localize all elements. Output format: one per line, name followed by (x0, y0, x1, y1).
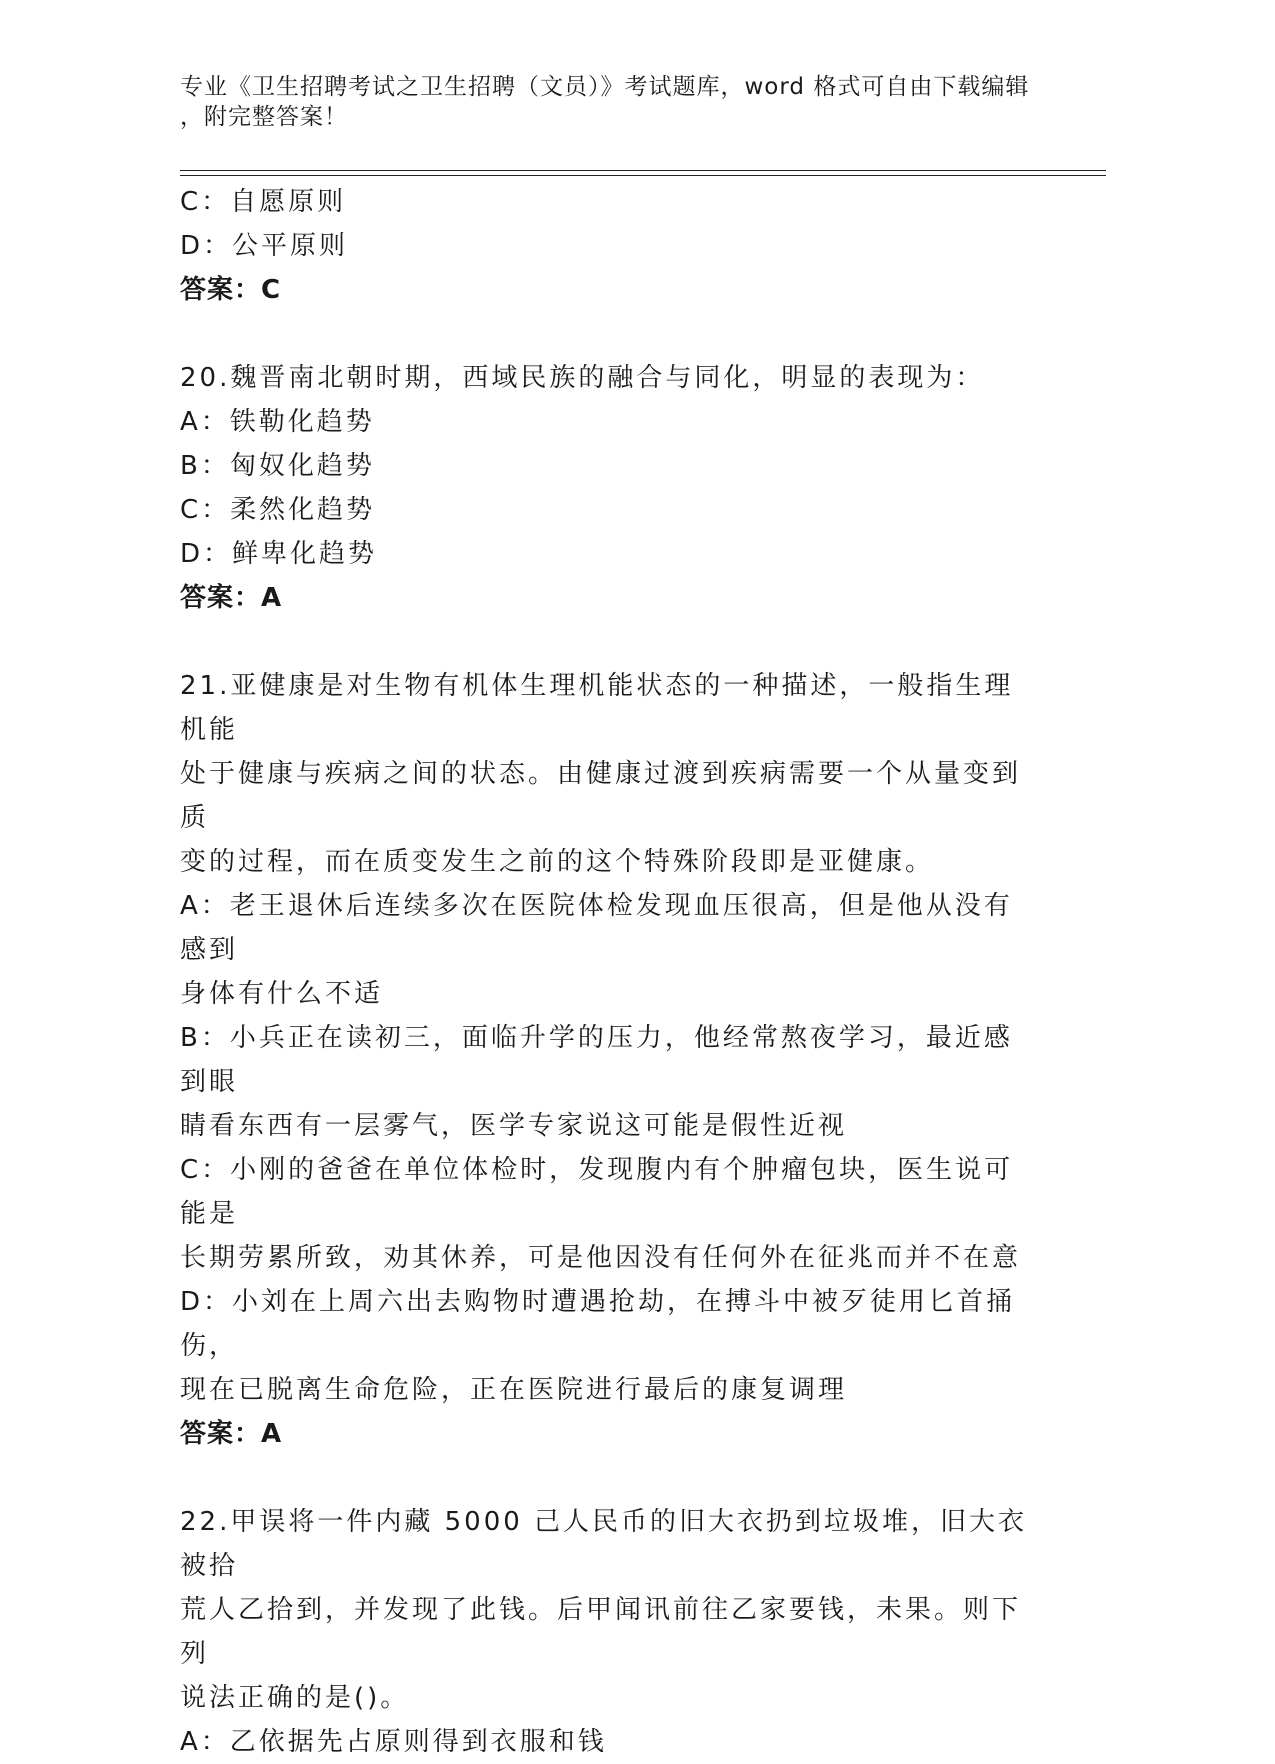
question-21 (180, 664, 1040, 1456)
header-divider-top (180, 170, 1106, 171)
answer: 答案：A (180, 1419, 283, 1449)
question-19 (180, 180, 1040, 312)
option-d: D：公平原则 (180, 231, 349, 261)
question-stem-line-3: 变的过程，而在质变发生之前的这个特殊阶段即是亚健康。 (180, 847, 935, 877)
option-c: C：自愿原则 (180, 187, 347, 217)
spacer (180, 1456, 1040, 1500)
spacer (180, 620, 1040, 664)
question-stem-line-1: 22.甲误将一件内藏 5000 己人民币的旧大衣扔到垃圾堆，旧大衣被拾 (180, 1507, 1028, 1581)
question-22 (180, 1500, 1040, 1764)
answer: 答案：C (180, 275, 282, 305)
option-a-line-1: A：老王退休后连续多次在医院体检发现血压很高，但是他从没有感到 (180, 891, 1013, 965)
option-a: A：乙依据先占原则得到衣服和钱 (180, 1727, 607, 1757)
question-stem-line-1: 21.亚健康是对生物有机体生理机能状态的一种描述，一般指生理机能 (180, 671, 1014, 745)
question-stem-line-2: 荒人乙拾到，并发现了此钱。后甲闻讯前往乙家要钱，未果。则下列 (180, 1595, 1022, 1669)
option-d: D：鲜卑化趋势 (180, 539, 378, 569)
option-b-line-1: B：小兵正在读初三，面临升学的压力，他经常熬夜学习，最近感到眼 (180, 1023, 1013, 1097)
option-c-line-2: 长期劳累所致，劝其休养，可是他因没有任何外在征兆而并不在意 (180, 1243, 1022, 1273)
question-stem-line-3: 说法正确的是()。 (180, 1683, 410, 1713)
question-list (180, 180, 1040, 1764)
option-b-line-2: 睛看东西有一层雾气，医学专家说这可能是假性近视 (180, 1111, 848, 1141)
option-a-line-2: 身体有什么不适 (180, 979, 384, 1009)
option-a: A：铁勒化趋势 (180, 407, 375, 437)
question-20 (180, 356, 1040, 620)
header-line-2: ，附完整答案！ (180, 104, 348, 130)
answer: 答案：A (180, 583, 283, 613)
question-stem-line-2: 处于健康与疾病之间的状态。由健康过渡到疾病需要一个从量变到质 (180, 759, 1022, 833)
option-d-line-2: 现在已脱离生命危险，正在医院进行最后的康复调理 (180, 1375, 848, 1405)
option-b: B：匈奴化趋势 (180, 451, 375, 481)
option-c: C：柔然化趋势 (180, 495, 376, 525)
option-d-line-1: D：小刘在上周六出去购物时遭遇抢劫，在搏斗中被歹徒用匕首捅伤， (180, 1287, 1016, 1361)
question-stem: 20.魏晋南北朝时期，西域民族的融合与同化，明显的表现为： (180, 363, 985, 393)
document-header (180, 72, 1040, 132)
header-divider-bottom (180, 175, 1106, 176)
spacer (180, 312, 1040, 356)
option-c-line-1: C：小刚的爸爸在单位体检时，发现腹内有个肿瘤包块，医生说可能是 (180, 1155, 1014, 1229)
header-line-1: 专业《卫生招聘考试之卫生招聘（文员）》考试题库，word 格式可自由下载编辑 (180, 74, 1030, 100)
